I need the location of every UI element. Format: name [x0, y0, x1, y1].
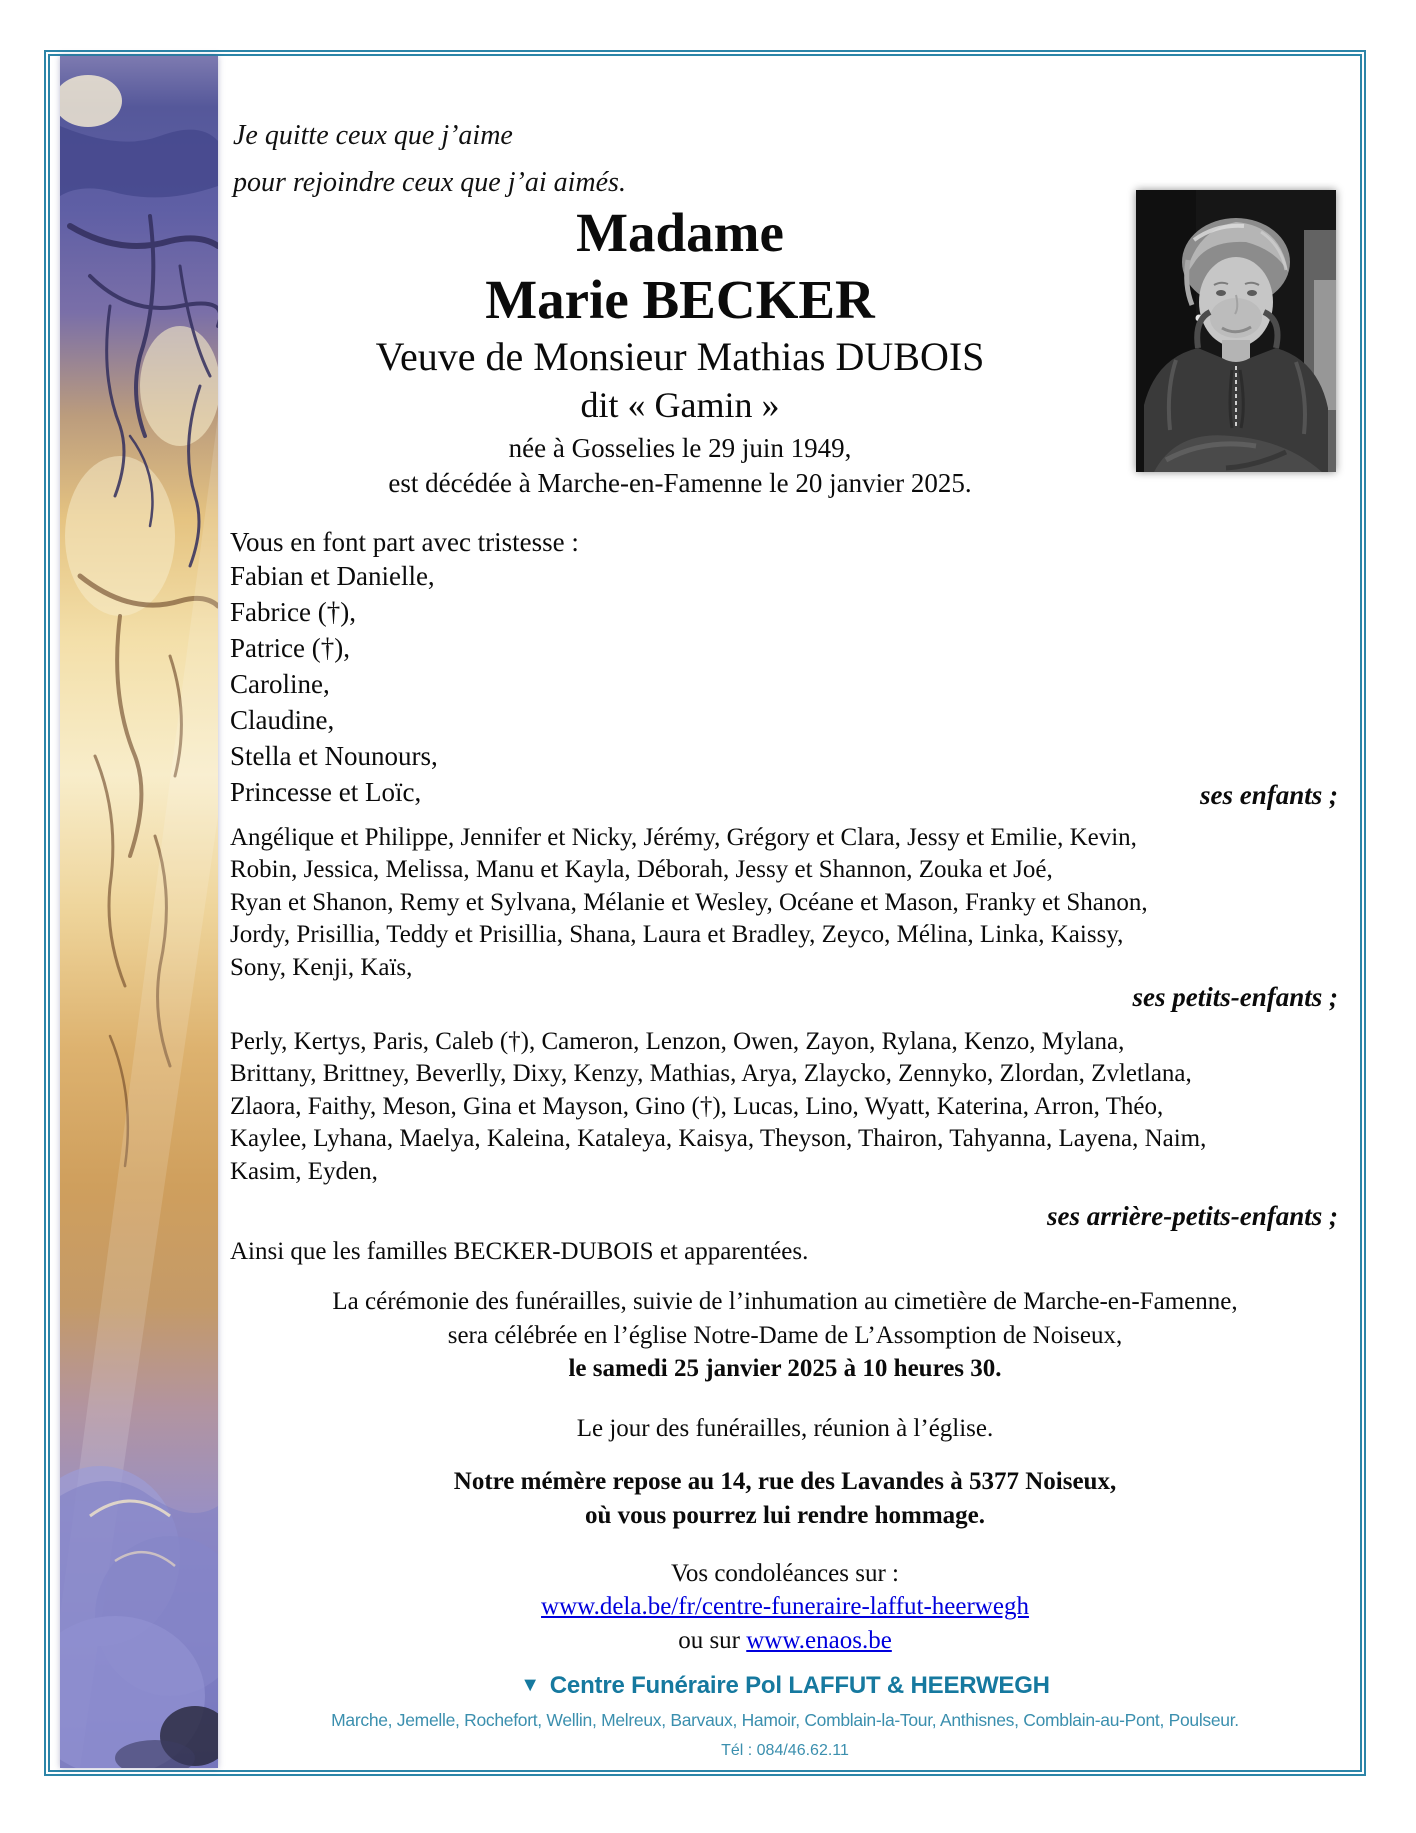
families-line: Ainsi que les familles BECKER-DUBOIS et apparentées. — [230, 1238, 809, 1265]
subtitle-nickname: dit « Gamin » — [580, 385, 780, 425]
ceremony-line-1: La cérémonie des funérailles, suivie de l’inhumation au cimetière de Marche-en-Famenne, — [332, 1288, 1238, 1315]
triangle-down-icon: ▼ — [520, 1674, 540, 1696]
repose-line-1: Notre mémère repose au 14, rue des Lavandes à 5377 Noiseux, — [453, 1468, 1117, 1495]
funeral-home-cities: Marche, Jemelle, Rochefort, Wellin, Melreux, Barvaux, Hamoir, Comblain-la-Tour, Anthisnes, Comblain-au-Pont, Poulseur. — [331, 1710, 1239, 1730]
funeral-home-row — [230, 1672, 1340, 1700]
great-grandchild-line: Brittany, Brittney, Beverlly, Dixy, Kenzy, Mathias, Arya, Zlaycko, Zennyko, Zlordan, Zvletlana, — [230, 1060, 1192, 1088]
grandchildren-list — [230, 822, 1345, 984]
condolences-link-enaos[interactable]: www.enaos.be — [746, 1627, 892, 1654]
great-grandchildren-list — [230, 1026, 1345, 1188]
portrait-photo — [1136, 190, 1336, 472]
child-line: Fabrice (†), — [230, 597, 356, 627]
title-name: Marie BECKER — [485, 269, 875, 330]
great-grandchild-line: Kasim, Eyden, — [230, 1157, 378, 1185]
sidebar-winter-image — [60, 56, 218, 1768]
birth-line: née à Gosselies le 29 juin 1949, — [508, 433, 852, 463]
repose-line-2: où vous pourrez lui rendre hommage. — [584, 1502, 985, 1529]
child-line: Princesse et Loïc, — [230, 777, 422, 807]
condolences-label: Vos condoléances sur : — [671, 1560, 899, 1587]
opening-quote — [233, 112, 626, 206]
ceremony-line-2: sera célébrée en l’église Notre-Dame de L’Assomption de Noiseux, — [447, 1322, 1123, 1349]
great-grandchild-line: Kaylee, Lyhana, Maelya, Kaleina, Kataleya, Kaisya, Theyson, Thairon, Tahyanna, Layena, Naim, — [230, 1125, 1207, 1153]
condolences-link-row-2 — [230, 1625, 1340, 1658]
title-madame: Madame — [576, 202, 784, 263]
funeral-home-phone: Tél : 084/46.62.11 — [721, 1742, 849, 1759]
great-grandchild-line: Perly, Kertys, Paris, Caleb (†), Cameron, Lenzon, Owen, Zayon, Rylana, Kenzo, Mylana, — [230, 1028, 1125, 1055]
child-line: Stella et Nounours, — [230, 741, 438, 771]
death-line: est décédée à Marche-en-Famenne le 20 janvier 2025. — [388, 468, 972, 498]
child-line: Patrice (†), — [230, 633, 350, 663]
great-grandchildren-label: ses arrière-petits-enfants ; — [1047, 1201, 1338, 1231]
ceremony-datetime: le samedi 25 janvier 2025 à 10 heures 30. — [568, 1355, 1002, 1382]
grandchild-line: Angélique et Philippe, Jennifer et Nicky, Jérémy, Grégory et Clara, Jessy et Emilie, Kevin, — [230, 824, 1137, 851]
condolences-link-row — [230, 1591, 1340, 1624]
child-line: Caroline, — [230, 669, 330, 699]
children-label: ses enfants ; — [1199, 780, 1338, 810]
condolences-link-dela[interactable]: www.dela.be/fr/centre-funeraire-laffut-heerwegh — [541, 1593, 1029, 1620]
quote-line-1: Je quitte ceux que j’aime — [233, 120, 513, 151]
grandchild-line: Jordy, Prisillia, Teddy et Prisillia, Shana, Laura et Bradley, Zeyco, Mélina, Linka, Kaissy, — [230, 921, 1124, 949]
meeting-line: Le jour des funérailles, réunion à l’église. — [576, 1415, 994, 1442]
great-grandchild-line: Zlaora, Faithy, Meson, Gina et Mayson, Gino (†), Lucas, Lino, Wyatt, Katerina, Arron, Théo, — [230, 1092, 1164, 1120]
grandchild-line: Sony, Kenji, Kaïs, — [230, 953, 413, 981]
child-line: Fabian et Danielle, — [230, 561, 435, 591]
subtitle-widow: Veuve de Monsieur Mathias DUBOIS — [375, 334, 985, 379]
grandchildren-label: ses petits-enfants ; — [1132, 982, 1338, 1012]
children-list — [230, 558, 438, 810]
grandchild-line: Robin, Jessica, Melissa, Manu et Kayla, Déborah, Jessy et Shannon, Zouka et Joé, — [230, 856, 1053, 884]
announcement-intro: Vous en font part avec tristesse : — [230, 527, 579, 557]
child-line: Claudine, — [230, 705, 335, 735]
funeral-home-name: Centre Funéraire Pol LAFFUT & HEERWEGH — [549, 1672, 1050, 1699]
quote-line-2: pour rejoindre ceux que j’ai aimés. — [233, 167, 626, 198]
grandchild-line: Ryan et Shanon, Remy et Sylvana, Mélanie et Wesley, Océane et Mason, Franky et Shanon, — [230, 888, 1148, 916]
condolences-link-prefix: ou sur — [678, 1627, 747, 1654]
